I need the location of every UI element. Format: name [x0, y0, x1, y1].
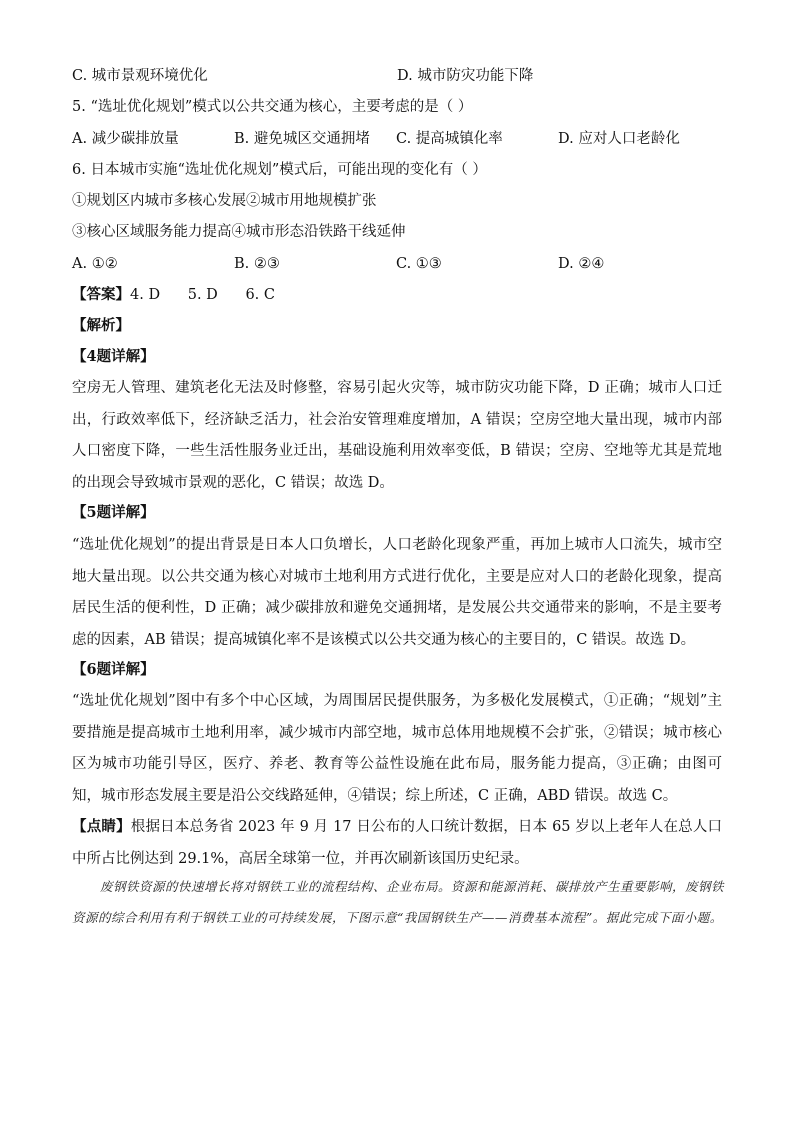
q4-option-d: D. 城市防灾功能下降: [397, 68, 534, 84]
q5-stem: 5. “选址优化规划”模式以公共交通为核心，主要考虑的是（ ）: [72, 99, 473, 115]
q6-item-line-1: ①规划区内城市多核心发展②城市用地规模扩张: [72, 193, 377, 209]
q5-option-a: A. 减少碳排放量: [72, 131, 179, 147]
detail4-text: 空房无人管理、建筑老化无法及时修整，容易引起火灾等，城市防灾功能下降，D 正确；城市人口迁出，行政效率低下，经济缺乏活力，社会治安管理难度增加，A 错误；空房空地大量出现，城市内部人口密度下降，一些生活性服务业迁出，基础设施利用效率变低，B 错误；空房、空地等尤其是荒地的出现会导致城市景观的恶化，C 错误；故选 D。: [72, 380, 722, 491]
detail6-text: “选址优化规划”图中有多个中心区域，为周围居民提供服务，为多极化发展模式，①正确；“规划”主要措施是提高城市土地利用率，减少城市内部空地，城市总体用地规模不会扩张，②错误；城市核心区为城市功能引导区，医疗、养老、教育等公益性设施在此布局，服务能力提高，③正确；由图可知，城市形态发展主要是沿公交线路延伸，④错误；综上所述，C 正确，ABD 错误。故选 C。: [72, 693, 722, 804]
q4-options-row: [72, 66, 732, 86]
q4-option-c: C. 城市景观环境优化: [72, 68, 208, 84]
detail5-label: 【5题详解】: [72, 504, 155, 521]
q6-option-d: D. ②④: [558, 256, 605, 272]
q5-options-row: [72, 129, 732, 149]
next-question-intro: 废钢铁资源的快速增长将对钢铁工业的流程结构、企业布局。资源和能源消耗、碳排放产生重要影响，废钢铁资源的综合利用有利于钢铁工业的可持续发展，下图示意“我国钢铁生产——消费基本流程”。据此完成下面小题。: [72, 879, 725, 925]
tip-label: 【点睛】: [72, 818, 131, 835]
tip-paragraph: [72, 811, 722, 875]
q6-option-c: C. ①③: [396, 256, 442, 272]
answer-label: 【答案】: [72, 286, 130, 303]
q5-option-d: D. 应对人口老龄化: [558, 131, 680, 147]
detail4-label: 【4题详解】: [72, 348, 155, 365]
q5-option-c: C. 提高城镇化率: [396, 131, 503, 147]
analysis-label: 【解析】: [72, 317, 130, 334]
q6-option-a: A. ①②: [72, 256, 118, 272]
q5-option-b: B. 避免城区交通拥堵: [234, 131, 370, 147]
q6-options-row: [72, 254, 732, 274]
q6-item-line-2: ③核心区域服务能力提高④城市形态沿铁路干线延伸: [72, 224, 406, 240]
q6-option-b: B. ②③: [234, 256, 280, 272]
detail5-text: “选址优化规划”的提出背景是日本人口负增长，人口老龄化现象严重，再加上城市人口流失，城市空地大量出现。以公共交通为核心对城市土地利用方式进行优化，主要是应对人口的老龄化现象，提高居民生活的便利性，D 正确；减少碳排放和避免交通拥堵，是发展公共交通带来的影响，不是主要考虑的因素，AB 错误；提高城镇化率不是该模式以公共交通为核心的主要目的，C 错误。故选 D。: [72, 537, 722, 648]
tip-text: 根据日本总务省 2023 年 9 月 17 日公布的人口统计数据，日本 65 岁以上老年人在总人口中所占比例达到 29.1%，高居全球第一位，并再次刷新该国历史纪录。: [72, 819, 723, 867]
detail6-label: 【6题详解】: [72, 661, 155, 678]
answer-text: 4. D 5. D 6. C: [130, 287, 275, 303]
q6-stem: 6. 日本城市实施“选址优化规划”模式后，可能出现的变化有（ ）: [72, 162, 487, 178]
answer-line: [72, 285, 275, 305]
